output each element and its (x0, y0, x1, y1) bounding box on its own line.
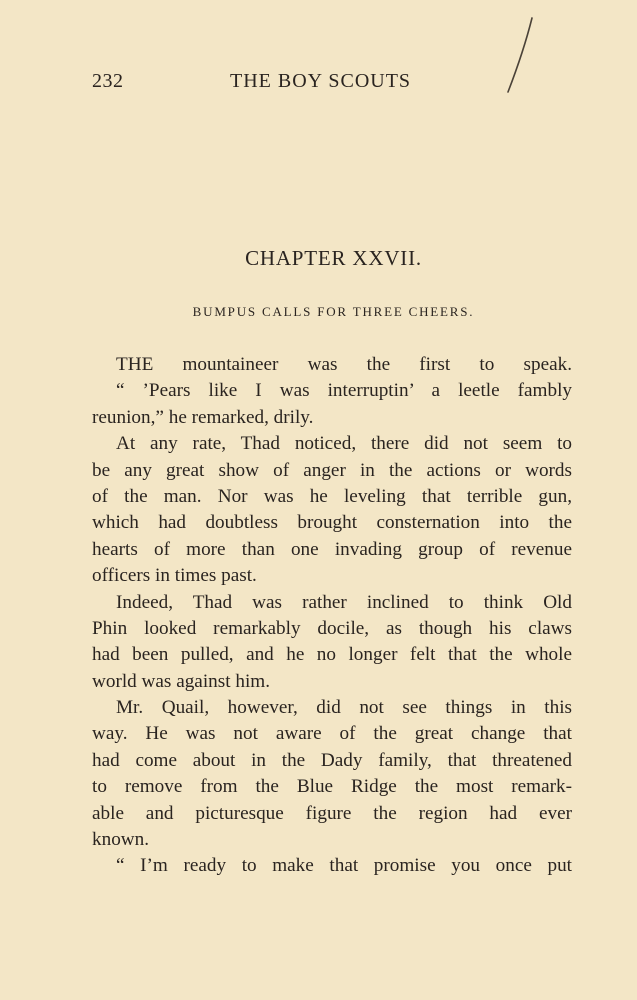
chapter-subtitle: BUMPUS CALLS FOR THREE CHEERS. (192, 304, 475, 319)
text-line: reunion,” he remarked, drily. (92, 406, 314, 428)
text-line: be any great show of anger in the actions or words (92, 459, 572, 481)
text-line: hearts of more than one invading group of revenue (92, 538, 572, 560)
text-line: Indeed, Thad was rather inclined to think Old (116, 591, 572, 613)
text-line: officers in times past. (92, 565, 257, 587)
text-line: Phin looked remarkably docile, as though his claws (92, 617, 572, 639)
text-line: At any rate, Thad noticed, there did not seem to (116, 433, 572, 455)
text-line: world was against him. (92, 670, 270, 692)
text-line: had come about in the Dady family, that threatened (92, 749, 572, 771)
text-line: known. (92, 829, 150, 851)
text-line: “ ’Pears like I was interruptin’ a leetle fambly (116, 380, 572, 402)
text-line: of the man. Nor was he leveling that terrible gun, (92, 485, 572, 507)
chapter-title: CHAPTER XXVII. (245, 246, 422, 270)
text-line: to remove from the Blue Ridge the most remark- (92, 776, 572, 798)
body-text (92, 352, 572, 880)
text-line: THE mountaineer was the first to speak. (116, 354, 572, 375)
text-line: Mr. Quail, however, did not see things in this (116, 697, 572, 719)
text-line: which had doubtless brought consternation into the (92, 512, 572, 534)
text-line: way. He was not aware of the great change that (92, 723, 572, 745)
text-line: “ I’m ready to make that promise you once put (116, 855, 572, 877)
running-title: THE BOY SCOUTS (230, 70, 412, 92)
running-head (92, 70, 572, 98)
text-line: able and picturesque figure the region had ever (92, 802, 572, 824)
text-line: had been pulled, and he no longer felt that the whole (92, 644, 572, 666)
page-number: 232 (92, 70, 124, 92)
